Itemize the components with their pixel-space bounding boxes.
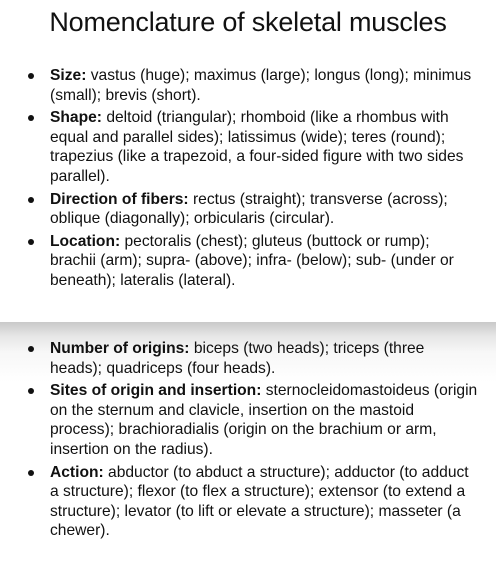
bullet-list-top (0, 66, 496, 294)
item-text: biceps (two heads); triceps (three heads); quadriceps (four heads). (50, 340, 425, 377)
item-text: deltoid (triangular); rhomboid (like a rhombus with equal and parallel sides); latissimus (wide); teres (round); trapezius (like a trapezoid, a four-sided figure with two sides parallel). (50, 109, 464, 185)
list-item-number-of-origins (0, 339, 496, 378)
list-item-sites-of-origin-and-insertion (0, 381, 496, 459)
list-item-direction-of-fibers (0, 190, 496, 229)
list-item-location (0, 232, 496, 291)
bullet-icon (28, 115, 34, 121)
item-label: Direction of fibers: (50, 190, 189, 208)
item-label: Location: (50, 232, 121, 250)
list-item-shape (0, 108, 496, 186)
bullet-icon (28, 73, 34, 79)
item-label: Size: (50, 67, 87, 84)
item-text: sternocleidomastoideus (origin on the sternum and clavicle, insertion on the mastoid process); brachioradialis (origin on the brachium or arm, insertion on the radius). (50, 382, 478, 458)
bullet-icon (28, 388, 34, 394)
item-label: Action: (50, 463, 104, 481)
bullet-icon (28, 239, 34, 245)
list-item-size (0, 66, 496, 105)
page-title: Nomenclature of skeletal muscles (49, 7, 447, 37)
item-label: Sites of origin and insertion: (50, 382, 262, 400)
item-text: abductor (to abduct a structure); adductor (to adduct a structure); flexor (to flex a structure); extensor (to extend a structure); levator (to lift or elevate a structure); masseter (a chewer). (50, 463, 469, 540)
item-text: vastus (huge); maximus (large); longus (long); minimus (small); brevis (short). (50, 67, 472, 104)
item-label: Number of origins: (50, 340, 190, 357)
item-label: Shape: (50, 109, 102, 127)
item-text: rectus (straight); transverse (across); oblique (diagonally); orbicularis (circular). (50, 190, 448, 228)
bullet-icon (28, 470, 34, 476)
item-text: pectoralis (chest); gluteus (buttock or rump); brachii (arm); supra- (above); infra- (below); sub- (under or beneath); lateralis (lateral). (50, 232, 454, 289)
bullet-icon (28, 197, 34, 203)
bullet-list-bottom (0, 339, 496, 544)
bullet-icon (28, 346, 34, 352)
list-item-action (0, 463, 496, 541)
